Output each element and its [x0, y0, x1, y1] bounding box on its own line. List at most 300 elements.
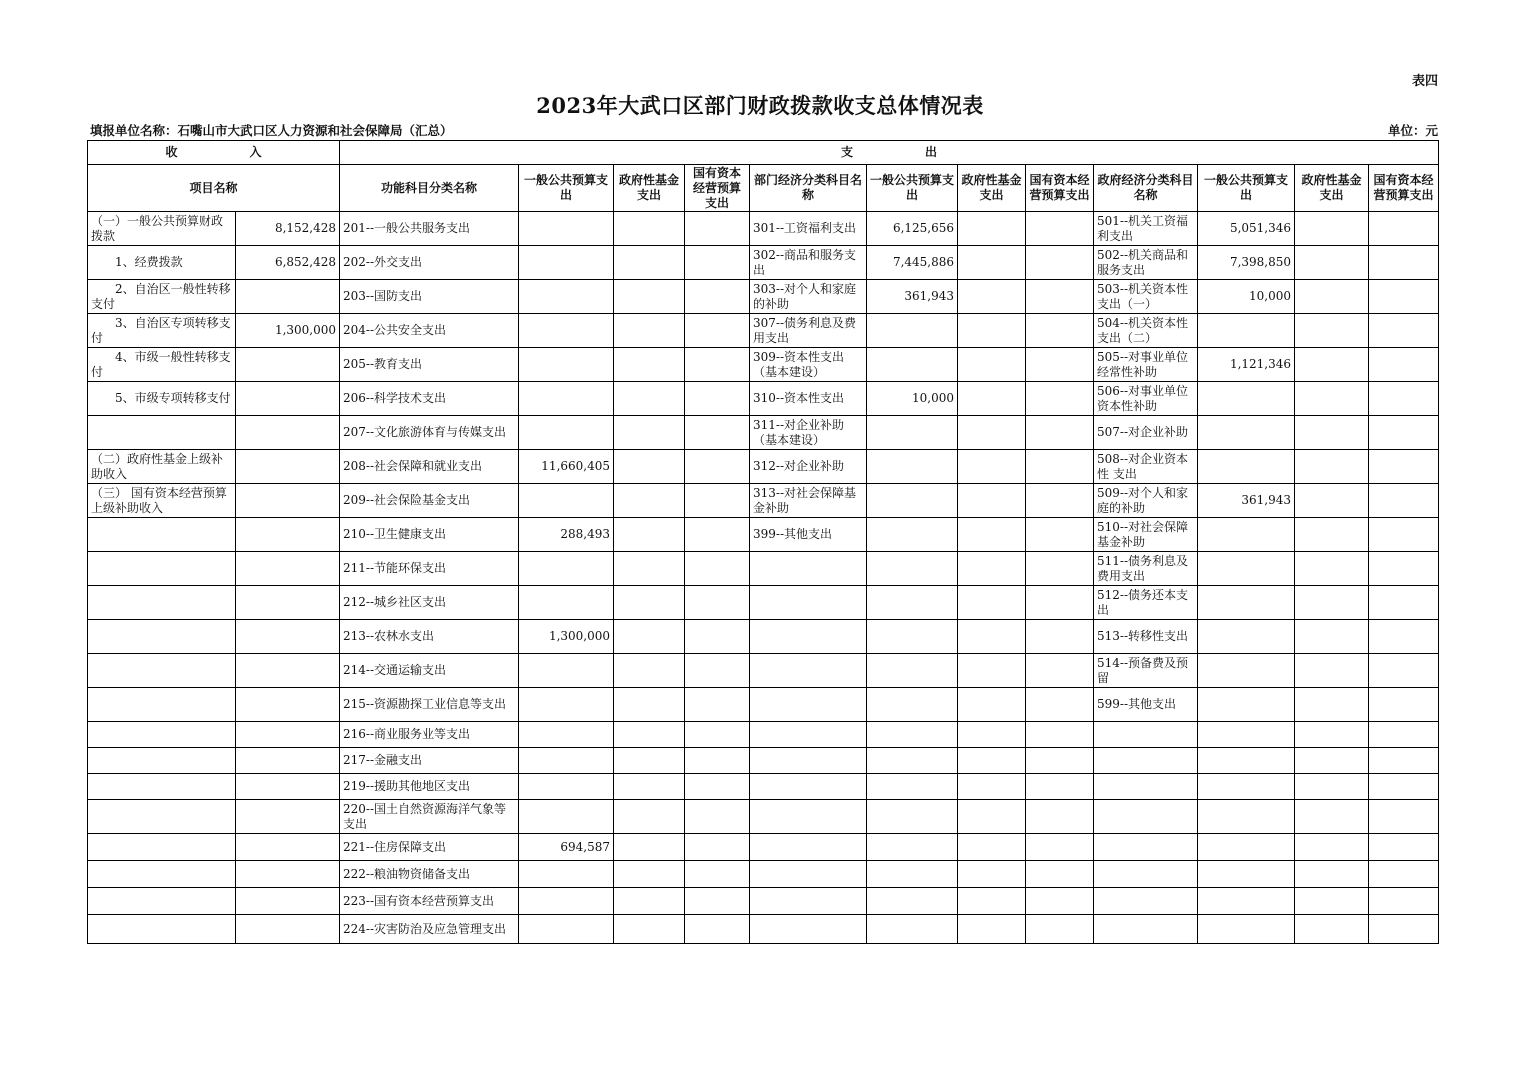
reporting-unit: 填报单位名称：石嘴山市大武口区人力资源和社会保障局（汇总）: [90, 123, 453, 138]
category-cell: 502--机关商品和服务支出: [1094, 246, 1198, 280]
amount-cell: [1026, 280, 1094, 314]
amount-cell: [1295, 800, 1369, 834]
category-cell: 507--对企业补助: [1094, 416, 1198, 450]
amount-cell: [685, 688, 750, 722]
amount-cell: [236, 800, 340, 834]
table-row: [88, 774, 1439, 800]
amount-cell: [1026, 586, 1094, 620]
category-cell: 202--外交支出: [340, 246, 519, 280]
amount-cell: [1026, 314, 1094, 348]
amount-cell: [685, 484, 750, 518]
amount-cell: [1295, 552, 1369, 586]
amount-cell: [867, 861, 958, 888]
category-cell: 508--对企业资本性 支出: [1094, 450, 1198, 484]
col-header: 部门经济分类科目名称: [750, 165, 867, 212]
table-row: [88, 450, 1439, 484]
amount-cell: [867, 586, 958, 620]
category-cell: 313--对社会保障基金补助: [750, 484, 867, 518]
table-row: [88, 688, 1439, 722]
category-cell: 510--对社会保障基金补助: [1094, 518, 1198, 552]
table-row: [88, 861, 1439, 888]
category-cell: 302--商品和服务支出: [750, 246, 867, 280]
amount-cell: [1198, 586, 1295, 620]
amount-cell: [1295, 518, 1369, 552]
amount-cell: [1026, 834, 1094, 861]
amount-cell: [1295, 484, 1369, 518]
category-cell: 201--一般公共服务支出: [340, 212, 519, 246]
amount-cell: [958, 280, 1026, 314]
amount-cell: [685, 314, 750, 348]
amount-cell: [867, 654, 958, 688]
income-item-cell: [88, 416, 236, 450]
amount-cell: [1026, 861, 1094, 888]
amount-cell: [614, 688, 685, 722]
col-header: 项目名称: [88, 165, 340, 212]
amount-cell: [1198, 552, 1295, 586]
table-row: [88, 748, 1439, 774]
amount-cell: [958, 518, 1026, 552]
amount-cell: [958, 314, 1026, 348]
amount-cell: [519, 280, 614, 314]
amount-cell: [519, 484, 614, 518]
category-cell: [750, 748, 867, 774]
category-cell: 506--对事业单位资本性补助: [1094, 382, 1198, 416]
amount-cell: [519, 688, 614, 722]
amount-cell: 694,587: [519, 834, 614, 861]
amount-cell: [958, 450, 1026, 484]
amount-cell: [614, 834, 685, 861]
amount-cell: [1369, 586, 1439, 620]
amount-cell: [614, 450, 685, 484]
amount-cell: [236, 416, 340, 450]
income-item-cell: （一）一般公共预算财政拨款: [88, 212, 236, 246]
amount-cell: [1295, 861, 1369, 888]
header-row: [88, 165, 1439, 212]
category-cell: 312--对企业补助: [750, 450, 867, 484]
amount-cell: [958, 348, 1026, 382]
amount-cell: [1369, 552, 1439, 586]
amount-cell: [867, 774, 958, 800]
amount-cell: [1198, 620, 1295, 654]
amount-cell: [1198, 722, 1295, 748]
amount-cell: [236, 450, 340, 484]
category-cell: 505--对事业单位经常性补助: [1094, 348, 1198, 382]
expense-band: 支 出: [340, 141, 1439, 165]
amount-cell: [867, 484, 958, 518]
amount-cell: [1198, 915, 1295, 944]
amount-cell: [1369, 518, 1439, 552]
amount-cell: [519, 915, 614, 944]
income-item-cell: 1、经费拨款: [88, 246, 236, 280]
amount-cell: [519, 416, 614, 450]
table-row: [88, 212, 1439, 246]
amount-cell: [867, 416, 958, 450]
category-cell: 504--机关资本性支出（二）: [1094, 314, 1198, 348]
income-item-cell: [88, 722, 236, 748]
amount-cell: 1,300,000: [519, 620, 614, 654]
amount-cell: [1026, 348, 1094, 382]
income-item-cell: 5、市级专项转移支付: [88, 382, 236, 416]
amount-cell: [519, 314, 614, 348]
amount-cell: [1026, 552, 1094, 586]
amount-cell: [1295, 348, 1369, 382]
table-row: [88, 834, 1439, 861]
amount-cell: 11,660,405: [519, 450, 614, 484]
category-cell: 222--粮油物资储备支出: [340, 861, 519, 888]
amount-cell: [519, 246, 614, 280]
amount-cell: [958, 382, 1026, 416]
amount-cell: [1026, 748, 1094, 774]
amount-cell: [1295, 280, 1369, 314]
amount-cell: [685, 348, 750, 382]
amount-cell: [1295, 748, 1369, 774]
amount-cell: [519, 800, 614, 834]
amount-cell: [958, 888, 1026, 915]
amount-cell: [1369, 861, 1439, 888]
col-header: 政府性基金支出: [1295, 165, 1369, 212]
category-cell: 224--灾害防治及应急管理支出: [340, 915, 519, 944]
category-cell: 511--债务利息及费用支出: [1094, 552, 1198, 586]
amount-cell: [685, 586, 750, 620]
amount-cell: [685, 518, 750, 552]
category-cell: [750, 552, 867, 586]
amount-cell: [867, 915, 958, 944]
category-cell: 509--对个人和家庭的补助: [1094, 484, 1198, 518]
category-cell: [750, 620, 867, 654]
amount-cell: [236, 484, 340, 518]
income-item-cell: [88, 620, 236, 654]
amount-cell: [1295, 416, 1369, 450]
amount-cell: [1026, 722, 1094, 748]
amount-cell: [1295, 314, 1369, 348]
amount-cell: [1295, 915, 1369, 944]
table-row: [88, 518, 1439, 552]
amount-cell: [614, 348, 685, 382]
category-cell: [750, 800, 867, 834]
amount-cell: [1026, 888, 1094, 915]
amount-cell: [1026, 450, 1094, 484]
amount-cell: [1295, 620, 1369, 654]
amount-cell: [958, 748, 1026, 774]
amount-cell: [1369, 722, 1439, 748]
amount-cell: [1369, 314, 1439, 348]
amount-cell: 7,445,886: [867, 246, 958, 280]
amount-cell: 8,152,428: [236, 212, 340, 246]
amount-cell: [867, 748, 958, 774]
amount-cell: [1369, 382, 1439, 416]
category-cell: 512--债务还本支出: [1094, 586, 1198, 620]
amount-cell: [1198, 834, 1295, 861]
category-cell: [750, 774, 867, 800]
amount-cell: 10,000: [867, 382, 958, 416]
amount-cell: [958, 654, 1026, 688]
amount-cell: [236, 552, 340, 586]
income-item-cell: [88, 748, 236, 774]
amount-cell: [614, 586, 685, 620]
amount-cell: [1026, 484, 1094, 518]
amount-cell: [614, 800, 685, 834]
amount-cell: [1295, 888, 1369, 915]
amount-cell: [1295, 586, 1369, 620]
category-cell: 307--债务利息及费用支出: [750, 314, 867, 348]
amount-cell: [867, 348, 958, 382]
amount-cell: [958, 722, 1026, 748]
amount-cell: [1198, 518, 1295, 552]
amount-cell: [867, 552, 958, 586]
category-cell: 503--机关资本性支出（一）: [1094, 280, 1198, 314]
income-item-cell: [88, 915, 236, 944]
amount-cell: [867, 888, 958, 915]
amount-cell: [867, 620, 958, 654]
amount-cell: [614, 722, 685, 748]
amount-cell: [236, 280, 340, 314]
amount-cell: [867, 722, 958, 748]
amount-cell: [1369, 915, 1439, 944]
page-title: 2023年大武口区部门财政拨款收支总体情况表: [536, 93, 984, 118]
category-cell: [1094, 915, 1198, 944]
amount-cell: [1198, 416, 1295, 450]
amount-cell: [685, 620, 750, 654]
amount-cell: [614, 774, 685, 800]
category-cell: 309--资本性支出（基本建设）: [750, 348, 867, 382]
amount-cell: [958, 586, 1026, 620]
table-row: [88, 382, 1439, 416]
amount-cell: [1198, 861, 1295, 888]
category-cell: [750, 654, 867, 688]
amount-cell: [1026, 416, 1094, 450]
category-cell: [750, 888, 867, 915]
income-item-cell: 3、自治区专项转移支付: [88, 314, 236, 348]
amount-cell: [236, 722, 340, 748]
amount-cell: [685, 450, 750, 484]
amount-cell: [236, 774, 340, 800]
category-cell: 220--国土自然资源海洋气象等支出: [340, 800, 519, 834]
category-cell: [1094, 888, 1198, 915]
amount-cell: [519, 212, 614, 246]
amount-cell: [236, 915, 340, 944]
amount-cell: [1198, 314, 1295, 348]
category-cell: [1094, 748, 1198, 774]
income-item-cell: [88, 800, 236, 834]
amount-cell: [1198, 774, 1295, 800]
category-cell: 303--对个人和家庭的补助: [750, 280, 867, 314]
amount-cell: [1198, 450, 1295, 484]
amount-cell: [1295, 212, 1369, 246]
amount-cell: [236, 748, 340, 774]
amount-cell: [1026, 246, 1094, 280]
amount-cell: [614, 246, 685, 280]
amount-cell: [236, 518, 340, 552]
amount-cell: [1369, 688, 1439, 722]
category-cell: [1094, 861, 1198, 888]
amount-cell: [519, 348, 614, 382]
amount-cell: [1026, 620, 1094, 654]
amount-cell: [236, 620, 340, 654]
amount-cell: [1198, 382, 1295, 416]
income-item-cell: 4、市级一般性转移支付: [88, 348, 236, 382]
income-item-cell: [88, 834, 236, 861]
amount-cell: [1026, 915, 1094, 944]
income-band: 收 入: [88, 141, 340, 165]
col-header: 国有资本经营预算支出: [1026, 165, 1094, 212]
category-cell: 301--工资福利支出: [750, 212, 867, 246]
amount-cell: [958, 416, 1026, 450]
amount-cell: [236, 586, 340, 620]
amount-cell: [1369, 416, 1439, 450]
income-item-cell: [88, 888, 236, 915]
amount-cell: [236, 348, 340, 382]
amount-cell: [1295, 688, 1369, 722]
category-cell: 217--金融支出: [340, 748, 519, 774]
amount-cell: 288,493: [519, 518, 614, 552]
amount-cell: 1,121,346: [1198, 348, 1295, 382]
category-cell: 311--对企业补助（基本建设）: [750, 416, 867, 450]
amount-cell: [614, 748, 685, 774]
amount-cell: [614, 484, 685, 518]
amount-cell: [614, 280, 685, 314]
col-header: 国有资本经营预算支出: [1369, 165, 1439, 212]
amount-cell: [1369, 654, 1439, 688]
col-header: 一般公共预算支出: [519, 165, 614, 212]
amount-cell: [958, 688, 1026, 722]
amount-cell: [958, 915, 1026, 944]
amount-cell: [1369, 620, 1439, 654]
amount-cell: [685, 654, 750, 688]
amount-cell: [1026, 212, 1094, 246]
income-item-cell: [88, 518, 236, 552]
table-row: [88, 348, 1439, 382]
table-row: [88, 552, 1439, 586]
amount-cell: 10,000: [1198, 280, 1295, 314]
amount-cell: 7,398,850: [1198, 246, 1295, 280]
amount-cell: [867, 450, 958, 484]
amount-cell: [1369, 246, 1439, 280]
amount-cell: [867, 518, 958, 552]
amount-cell: [1198, 688, 1295, 722]
amount-cell: [685, 280, 750, 314]
amount-cell: [519, 748, 614, 774]
category-cell: 205--教育支出: [340, 348, 519, 382]
table-row: [88, 314, 1439, 348]
amount-cell: [958, 861, 1026, 888]
amount-cell: [614, 861, 685, 888]
category-cell: 207--文化旅游体育与传媒支出: [340, 416, 519, 450]
amount-cell: [614, 416, 685, 450]
amount-cell: [614, 654, 685, 688]
category-cell: [750, 586, 867, 620]
category-cell: 214--交通运输支出: [340, 654, 519, 688]
amount-cell: [958, 246, 1026, 280]
amount-cell: [685, 552, 750, 586]
category-cell: [1094, 800, 1198, 834]
amount-cell: [685, 246, 750, 280]
amount-cell: [519, 654, 614, 688]
amount-cell: [1026, 654, 1094, 688]
amount-cell: [236, 834, 340, 861]
table-number: 表四: [1411, 74, 1438, 89]
category-cell: 203--国防支出: [340, 280, 519, 314]
category-cell: 514--预备费及预留: [1094, 654, 1198, 688]
amount-cell: [1369, 800, 1439, 834]
category-cell: [750, 834, 867, 861]
category-cell: [750, 688, 867, 722]
amount-cell: 6,852,428: [236, 246, 340, 280]
amount-cell: 6,125,656: [867, 212, 958, 246]
category-cell: 501--机关工资福利支出: [1094, 212, 1198, 246]
amount-cell: [1369, 484, 1439, 518]
category-cell: 209--社会保险基金支出: [340, 484, 519, 518]
category-cell: 211--节能环保支出: [340, 552, 519, 586]
amount-cell: [614, 552, 685, 586]
amount-cell: [685, 915, 750, 944]
amount-cell: [1295, 246, 1369, 280]
amount-cell: [1369, 834, 1439, 861]
table-row: [88, 654, 1439, 688]
income-item-cell: [88, 861, 236, 888]
amount-cell: [1369, 348, 1439, 382]
col-header: 政府性基金支出: [958, 165, 1026, 212]
amount-cell: [1198, 800, 1295, 834]
category-cell: 204--公共安全支出: [340, 314, 519, 348]
amount-cell: [1295, 722, 1369, 748]
col-header: 功能科目分类名称: [340, 165, 519, 212]
amount-cell: [1295, 774, 1369, 800]
amount-cell: [958, 774, 1026, 800]
amount-cell: [1026, 518, 1094, 552]
category-cell: 219--援助其他地区支出: [340, 774, 519, 800]
category-cell: [1094, 722, 1198, 748]
amount-cell: [519, 382, 614, 416]
amount-cell: [519, 861, 614, 888]
category-cell: [1094, 834, 1198, 861]
col-header: 一般公共预算支出: [1198, 165, 1295, 212]
amount-cell: [685, 800, 750, 834]
col-header: 一般公共预算支出: [867, 165, 958, 212]
amount-cell: [685, 722, 750, 748]
amount-cell: [1198, 888, 1295, 915]
amount-cell: [867, 800, 958, 834]
category-cell: [750, 915, 867, 944]
amount-cell: [1026, 774, 1094, 800]
amount-cell: [519, 586, 614, 620]
category-cell: 206--科学技术支出: [340, 382, 519, 416]
amount-cell: [614, 620, 685, 654]
band-row: [88, 141, 1439, 165]
table-row: [88, 620, 1439, 654]
col-header: 国有资本经营预算支出: [685, 165, 750, 212]
amount-cell: [519, 552, 614, 586]
amount-cell: 361,943: [1198, 484, 1295, 518]
amount-cell: [867, 688, 958, 722]
table-row: [88, 416, 1439, 450]
amount-cell: [1369, 212, 1439, 246]
category-cell: [750, 861, 867, 888]
table-row: [88, 280, 1439, 314]
amount-cell: [1026, 800, 1094, 834]
amount-cell: [958, 834, 1026, 861]
amount-cell: [1369, 888, 1439, 915]
amount-cell: 361,943: [867, 280, 958, 314]
category-cell: 221--住房保障支出: [340, 834, 519, 861]
amount-cell: [685, 888, 750, 915]
budget-table: [87, 140, 1439, 944]
amount-cell: [614, 518, 685, 552]
category-cell: 223--国有资本经营预算支出: [340, 888, 519, 915]
category-cell: 513--转移性支出: [1094, 620, 1198, 654]
amount-cell: [1295, 382, 1369, 416]
amount-cell: [1369, 450, 1439, 484]
category-cell: 216--商业服务业等支出: [340, 722, 519, 748]
